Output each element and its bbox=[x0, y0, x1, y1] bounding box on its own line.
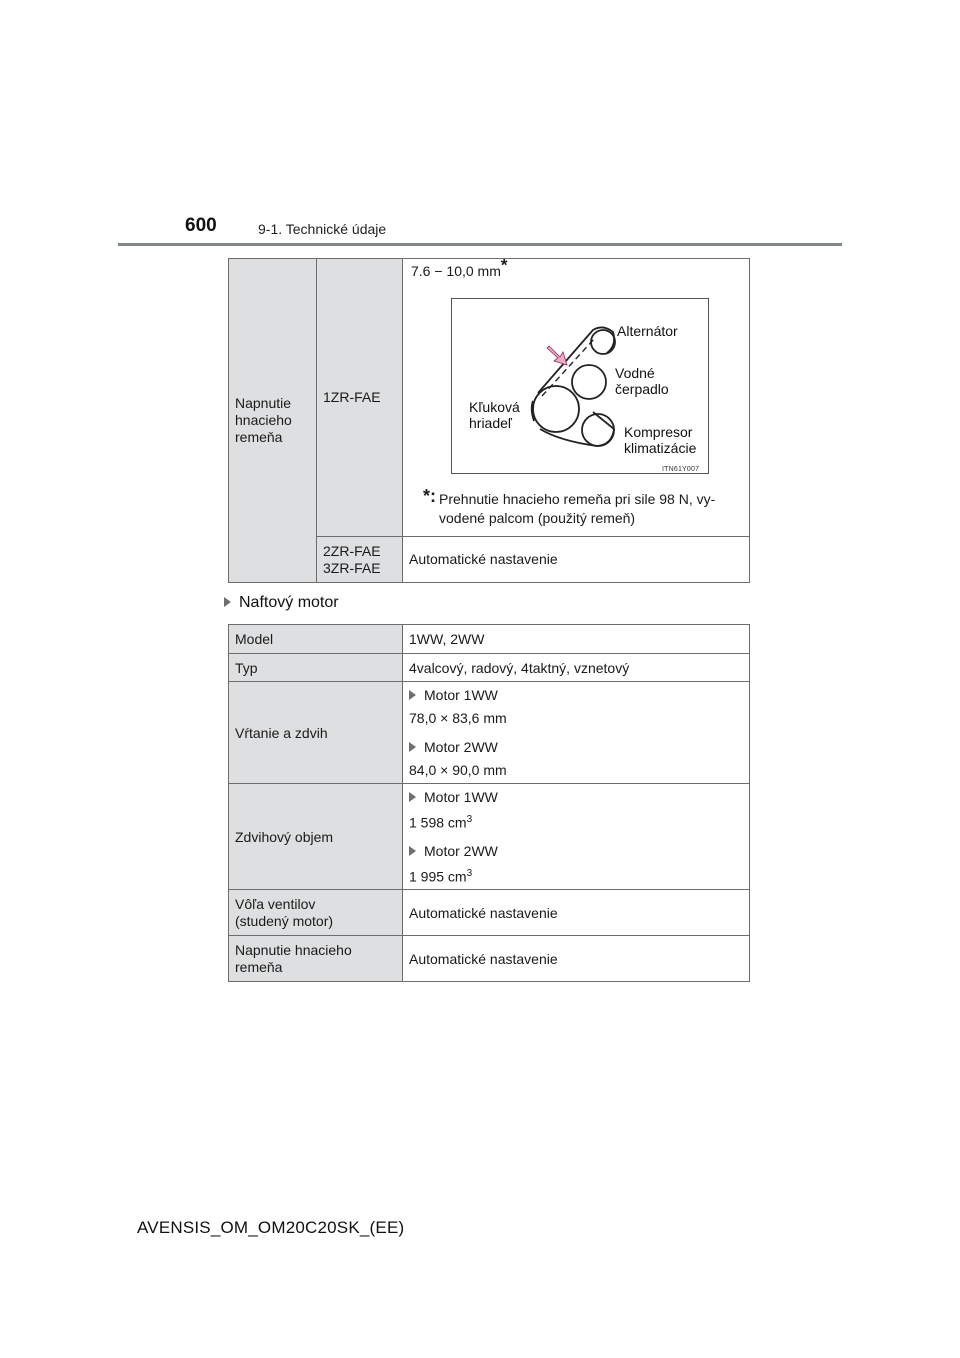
disp-1ww-value bbox=[409, 810, 743, 833]
footnote-line-1: Prehnutie hnacieho remeňa pri sile 98 N, vy- bbox=[439, 491, 716, 507]
bore-label-cell bbox=[229, 682, 403, 784]
valve-label-1: Vôľa ventilov bbox=[235, 895, 316, 912]
triangle-bullet-icon bbox=[409, 742, 416, 752]
belt-tension-label: Napnutie hnacieho remeňa bbox=[235, 395, 292, 445]
disp-2ww-value-text: 1 995 cm bbox=[409, 868, 467, 885]
auto-adjust-cell bbox=[403, 537, 750, 583]
bore-2ww-title-text: Motor 2WW bbox=[424, 739, 498, 755]
belt-label-1: Napnutie hnacieho bbox=[235, 941, 352, 958]
belt-value-cell bbox=[403, 255, 750, 537]
alternator-pulley bbox=[591, 330, 615, 354]
triangle-bullet-icon bbox=[409, 690, 416, 700]
bore-1ww-title-text: Motor 1WW bbox=[424, 687, 498, 703]
disp-1ww-value-text: 1 598 cm bbox=[409, 814, 467, 831]
valve-value: Automatické nastavenie bbox=[409, 904, 558, 921]
belt-diagram bbox=[451, 298, 709, 474]
bore-1ww-title bbox=[409, 685, 743, 705]
table-row bbox=[229, 259, 750, 537]
press-arrow-icon bbox=[547, 346, 567, 365]
bore-2ww-value: 84,0 × 90,0 mm bbox=[409, 762, 507, 778]
table-row bbox=[229, 936, 750, 982]
engine-3zr-label: 3ZR-FAE bbox=[323, 559, 381, 576]
disp-1ww-title-text: Motor 1WW bbox=[424, 789, 498, 805]
table-row bbox=[229, 784, 750, 890]
unit-exponent: 3 bbox=[466, 814, 473, 825]
bore-2ww-title bbox=[409, 737, 743, 757]
belt-value-cell bbox=[403, 936, 750, 982]
diesel-heading bbox=[224, 594, 339, 612]
diesel-heading-text: Naftový motor bbox=[239, 594, 339, 611]
bore-stroke-label: Vŕtanie a zdvih bbox=[235, 724, 328, 741]
displacement-value-cell bbox=[403, 784, 750, 890]
belt-deflection-text: 7.6 − 10,0 mm bbox=[411, 263, 501, 279]
valve-value-cell bbox=[403, 890, 750, 936]
header-divider bbox=[118, 243, 842, 246]
crankshaft-pulley bbox=[533, 386, 579, 432]
unit-exponent: 3 bbox=[466, 867, 473, 879]
displacement-label: Zdvihový objem bbox=[235, 828, 334, 845]
engine-2zr-label: 2ZR-FAE bbox=[323, 542, 381, 559]
triangle-bullet-icon bbox=[409, 792, 416, 802]
model-value-cell bbox=[403, 625, 750, 654]
engine-2zr-3zr-cell bbox=[317, 537, 403, 583]
water-pump-label-2: čerpadlo bbox=[615, 381, 669, 397]
footnote-marker: * bbox=[500, 255, 508, 275]
figure-code: ITN61Y007 bbox=[662, 466, 700, 473]
footnote-mark: *: bbox=[423, 486, 436, 506]
belt-label-2: remeňa bbox=[235, 958, 283, 975]
belt-deflection-value bbox=[411, 255, 743, 280]
table-row bbox=[229, 890, 750, 936]
engine-1zr-label: 1ZR-FAE bbox=[323, 389, 381, 405]
engine-1zr-cell bbox=[317, 259, 403, 537]
type-value: 4valcový, radový, 4taktný, vznetový bbox=[409, 659, 630, 676]
disp-1ww-title bbox=[409, 787, 743, 807]
table-row bbox=[229, 654, 750, 682]
disp-2ww-value bbox=[409, 864, 743, 887]
belt-footnote bbox=[423, 486, 743, 528]
model-value: 1WW, 2WW bbox=[409, 631, 485, 647]
diesel-spec-table bbox=[228, 624, 750, 982]
crankshaft-label-2: hriadeľ bbox=[469, 415, 512, 431]
valve-label-cell bbox=[229, 890, 403, 936]
triangle-bullet-icon bbox=[409, 846, 416, 856]
section-title: 9-1. Technické údaje bbox=[258, 221, 387, 237]
valve-label-2: (studený motor) bbox=[235, 912, 334, 929]
footnote-line-2: vodené palcom (použitý remeň) bbox=[439, 510, 636, 526]
water-pump-label-1: Vodné bbox=[615, 365, 655, 381]
table-row bbox=[229, 625, 750, 654]
bore-1ww-value: 78,0 × 83,6 mm bbox=[409, 710, 507, 726]
document-code: AVENSIS_OM_OM20C20SK_(EE) bbox=[137, 1218, 405, 1237]
belt-tension-label-cell bbox=[229, 259, 317, 583]
disp-2ww-title-text: Motor 2WW bbox=[424, 842, 498, 859]
alternator-label: Alternátor bbox=[617, 323, 678, 339]
compressor-label-2: klimatizácie bbox=[624, 440, 697, 456]
compressor-label-1: Kompresor bbox=[624, 424, 693, 440]
triangle-bullet-icon bbox=[224, 597, 231, 607]
table-row bbox=[229, 682, 750, 784]
type-label: Typ bbox=[235, 659, 258, 676]
bore-value-cell bbox=[403, 682, 750, 784]
page-number: 600 bbox=[185, 215, 217, 236]
belt-tension-table bbox=[228, 255, 750, 583]
water-pump-pulley bbox=[572, 365, 606, 399]
type-value-cell bbox=[403, 654, 750, 682]
disp-2ww-title bbox=[409, 841, 743, 861]
model-label: Model bbox=[235, 631, 274, 647]
crankshaft-label-1: Kľuková bbox=[469, 399, 520, 415]
type-label-cell bbox=[229, 654, 403, 682]
belt-value: Automatické nastavenie bbox=[409, 950, 558, 967]
belt-label-cell bbox=[229, 936, 403, 982]
displacement-label-cell bbox=[229, 784, 403, 890]
auto-adjust-value: Automatické nastavenie bbox=[409, 551, 558, 567]
model-label-cell bbox=[229, 625, 403, 654]
